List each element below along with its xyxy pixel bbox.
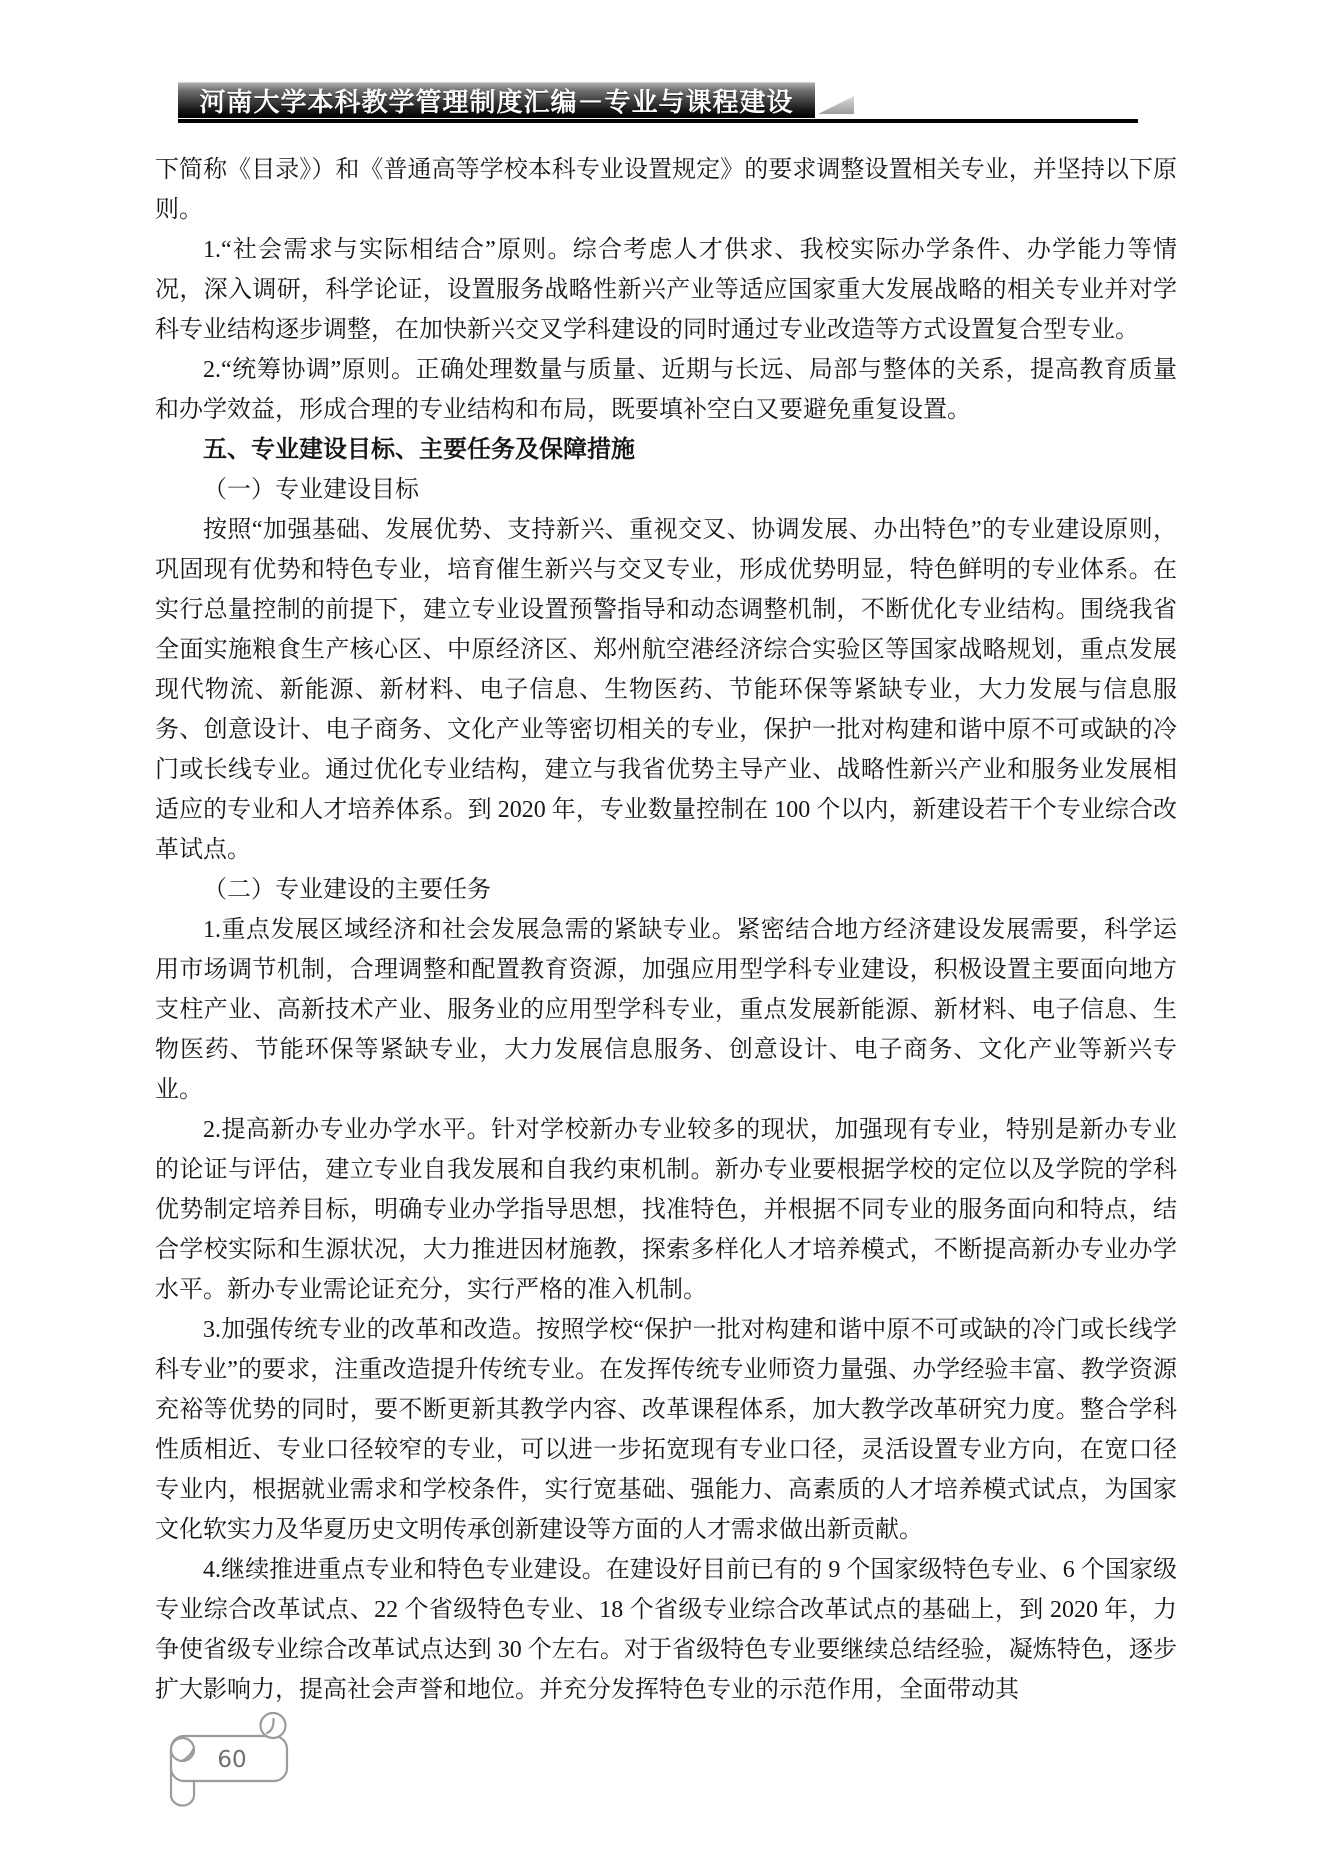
body-paragraph: 2.提高新办专业办学水平。针对学校新办专业较多的现状，加强现有专业，特别是新办专业的论证与评估，建立专业自我发展和自我约束机制。新办专业要根据学校的定位以及学院的学科优势制定培养目标，明确专业办学指导思想，找准特色，并根据不同专业的服务面向和特点，结合学校实际和生源状况，大力推进因材施教，探索多样化人才培养模式，不断提高新办专业办学水平。新办专业需论证充分，实行严格的准入机制。 [155,1117,1177,1303]
body-paragraph: 3.加强传统专业的改革和改造。按照学校“保护一批对构建和谐中原不可或缺的冷门或长线学科专业”的要求，注重改造提升传统专业。在发挥传统专业师资力量强、办学经验丰富、教学资源充裕等优势的同时，要不断更新其教学内容、改革课程体系，加大教学改革研究力度。整合学科性质相近、专业口径较窄的专业，可以进一步拓宽现有专业口径，灵活设置专业方向，在宽口径专业内，根据就业需求和学校条件，实行宽基础、强能力、高素质的人才培养模式试点，为国家文化软实力及华夏历史文明传承创新建设等方面的人才需求做出新贡献。 [155,1317,1177,1543]
continuation-paragraph: 下简称《目录》）和《普通高等学校本科专业设置规定》的要求调整设置相关专业，并坚持以下原则。 [155,157,1177,223]
section-heading: 五、专业建设目标、主要任务及保障措施 [203,436,635,463]
body-paragraph: 4.继续推进重点专业和特色专业建设。在建设好目前已有的 9 个国家级特色专业、6 个国家级专业综合改革试点、22 个省级特色专业、18 个省级专业综合改革试点的基础上，到 2020 年，力争使省级专业综合改革试点达到 30 个左右。对于省级特色专业要继续总结经验，凝炼特色，逐步扩大影响力，提高社会声誉和地位。并充分发挥特色专业的示范作用，全面带动其 [155,1557,1177,1703]
document-body [155,150,1177,1710]
body-paragraph: 按照“加强基础、发展优势、支持新兴、重视交叉、协调发展、办出特色”的专业建设原则，巩固现有优势和特色专业，培育催生新兴与交叉专业，形成优势明显，特色鲜明的专业体系。在实行总量控制的前提下，建立专业设置预警指导和动态调整机制，不断优化专业结构。围绕我省全面实施粮食生产核心区、中原经济区、郑州航空港经济综合实验区等国家战略规划，重点发展现代物流、新能源、新材料、电子信息、生物医药、节能环保等紧缺专业，大力发展与信息服务、创意设计、电子商务、文化产业等密切相关的专业，保护一批对构建和谐中原不可或缺的冷门或长线专业。通过优化专业结构，建立与我省优势主导产业、战略性新兴产业和服务业发展相适应的专业和人才培养体系。到 2020 年，专业数量控制在 100 个以内，新建设若干个专业综合改革试点。 [155,517,1177,863]
scroll-banner-icon [140,1703,310,1823]
header-underline [178,119,1138,123]
page-fold-triangle-icon [818,96,854,114]
subsection-heading: （一）专业建设目标 [203,477,419,503]
subsection-heading: （二）专业建设的主要任务 [203,877,491,903]
header-banner [178,82,815,118]
body-paragraph: 1.重点发展区域经济和社会发展急需的紧缺专业。紧密结合地方经济建设发展需要，科学运用市场调节机制，合理调整和配置教育资源，加强应用型学科专业建设，积极设置主要面向地方支柱产业、高新技术产业、服务业的应用型学科专业，重点发展新能源、新材料、电子信息、生物医药、节能环保等紧缺专业，大力发展信息服务、创意设计、电子商务、文化产业等新兴专业。 [155,917,1177,1103]
body-paragraph: 2.“统筹协调”原则。正确处理数量与质量、近期与长远、局部与整体的关系，提高教育质量和办学效益，形成合理的专业结构和布局，既要填补空白又要避免重复设置。 [155,357,1177,423]
body-paragraph: 1.“社会需求与实际相结合”原则。综合考虑人才供求、我校实际办学条件、办学能力等情况，深入调研，科学论证，设置服务战略性新兴产业等适应国家重大发展战略的相关专业并对学科专业结构逐步调整，在加快新兴交叉学科建设的同时通过专业改造等方式设置复合型专业。 [155,237,1177,343]
header-title: 河南大学本科教学管理制度汇编－专业与课程建设 [199,88,794,117]
page-number: 60 [217,1747,247,1773]
